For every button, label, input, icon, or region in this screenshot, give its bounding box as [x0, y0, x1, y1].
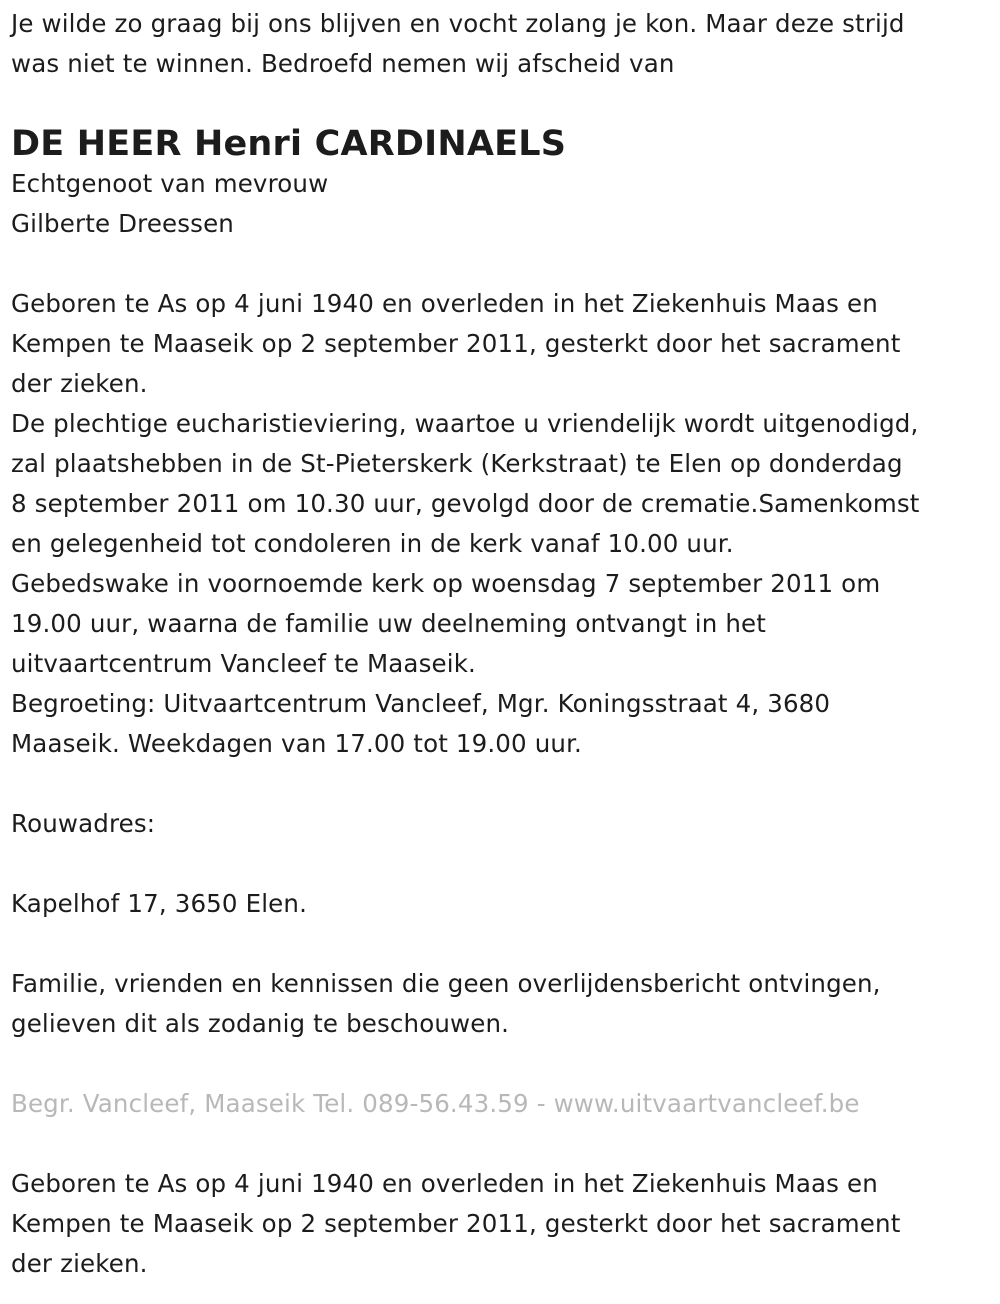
body-line: De plechtige eucharistieviering, waartoe u vriendelijk wordt uitgenodigd, [11, 409, 919, 438]
deceased-name: DE HEER Henri CARDINAELS [11, 124, 567, 164]
mourning-address-label: Rouwadres: [11, 809, 156, 838]
body-line: Gebedswake in voornoemde kerk op woensdag 7 september 2011 om [11, 569, 881, 598]
notice-line-1: Familie, vrienden en kennissen die geen overlijdensbericht ontvingen, [11, 969, 881, 998]
body-line: uitvaartcentrum Vancleef te Maaseik. [11, 649, 476, 678]
spacer [11, 924, 991, 964]
spacer [11, 244, 991, 284]
repeat-line: Geboren te As op 4 juni 1940 en overleden in het Ziekenhuis Maas en [11, 1169, 878, 1198]
spouse-line-2: Gilberte Dreessen [11, 209, 234, 238]
repeat-line: der zieken. [11, 1249, 148, 1278]
body-line: zal plaatshebben in de St-Pieterskerk (Kerkstraat) te Elen op donderdag [11, 449, 903, 478]
intro-line-2: was niet te winnen. Bedroefd nemen wij afscheid van [11, 49, 675, 78]
body-line: 8 september 2011 om 10.30 uur, gevolgd door de crematie.Samenkomst [11, 489, 920, 518]
funeral-home-credit: Begr. Vancleef, Maaseik Tel. 089-56.43.59 - www.uitvaartvancleef.be [11, 1089, 860, 1118]
body-line: en gelegenheid tot condoleren in de kerk vanaf 10.00 uur. [11, 529, 734, 558]
mourning-address: Kapelhof 17, 3650 Elen. [11, 889, 308, 918]
spacer [11, 764, 991, 804]
spacer [11, 1044, 991, 1084]
body-line: 19.00 uur, waarna de familie uw deelneming ontvangt in het [11, 609, 767, 638]
notice-line-2: gelieven dit als zodanig te beschouwen. [11, 1009, 510, 1038]
body-line: Maaseik. Weekdagen van 17.00 tot 19.00 uur. [11, 729, 582, 758]
body-line: Begroeting: Uitvaartcentrum Vancleef, Mgr. Koningsstraat 4, 3680 [11, 689, 831, 718]
body-line: Kempen te Maaseik op 2 september 2011, gesterkt door het sacrament [11, 329, 901, 358]
body-line: Geboren te As op 4 juni 1940 en overleden in het Ziekenhuis Maas en [11, 289, 878, 318]
spacer [11, 1124, 991, 1164]
intro-line-1: Je wilde zo graag bij ons blijven en vocht zolang je kon. Maar deze strijd [11, 9, 905, 38]
obituary-notice [11, 4, 991, 1284]
spouse-line-1: Echtgenoot van mevrouw [11, 169, 329, 198]
repeat-line: Kempen te Maaseik op 2 september 2011, gesterkt door het sacrament [11, 1209, 901, 1238]
body-line: der zieken. [11, 369, 148, 398]
spacer [11, 844, 991, 884]
